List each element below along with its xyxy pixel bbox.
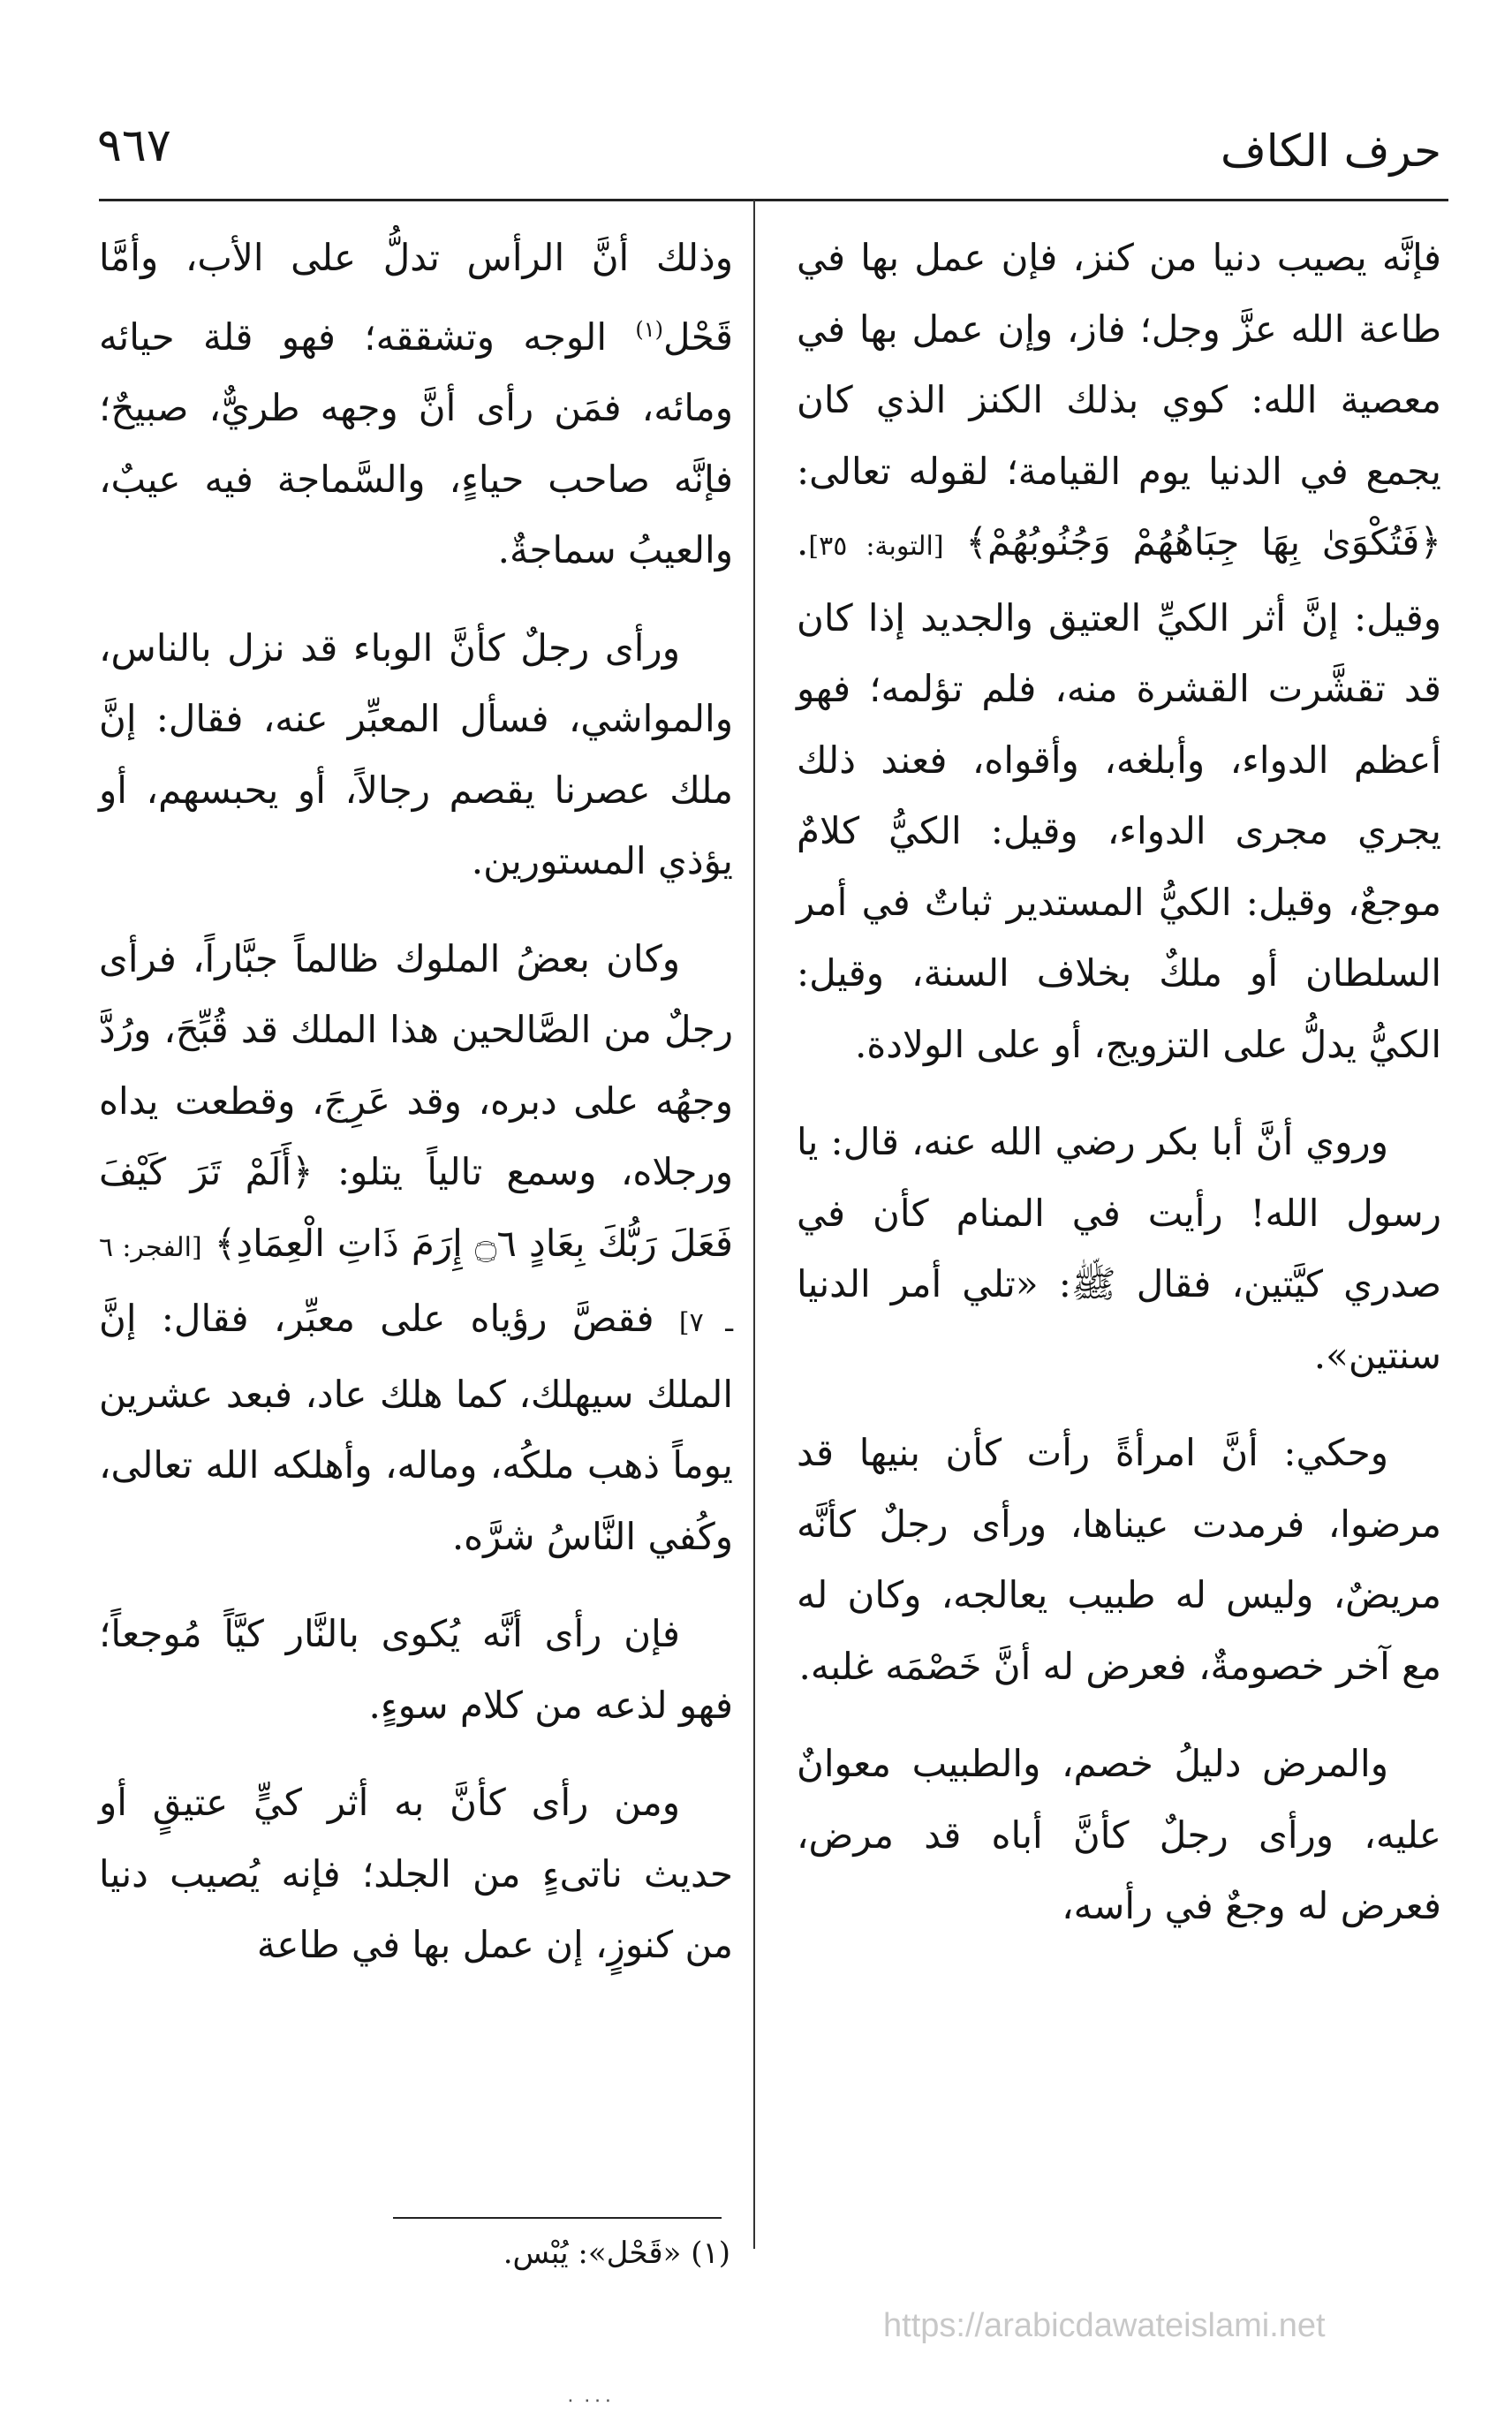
- footnote-marker: (١): [635, 316, 663, 342]
- paragraph-text: وذلك أنَّ الرأس تدلُّ على الأب، وأمَّا قَحْل: [99, 236, 733, 359]
- paragraph: ورأى رجلٌ كأنَّ الوباء قد نزل بالناس، والمواشي، فسأل المعبِّر عنه، فقال: إنَّ ملك عصرنا يقصم رجالاً، أو يحبسهم، أو يؤذي المستورين.: [99, 625, 733, 882]
- quran-reference: [التوبة: ٣٥]: [808, 531, 944, 562]
- paragraph: [99, 223, 733, 586]
- footnote-divider: [393, 2217, 722, 2219]
- paragraph: وحكي: أنَّ امرأةً رأت كأن بنيها قد مرضوا، فرمدت عيناها، ورأى رجلٌ كأنَّه مريضٌ، وليس له طبيب يعالجه، وكان له مع آخر خصومةٌ، فعرض له أنَّ خَصْمَه غلبه.: [797, 1431, 1441, 1688]
- bottom-marks: ٠٠٠ ٠: [565, 2389, 614, 2411]
- quran-reference: [الفجر: ٦ ـ ٧]: [99, 1231, 733, 1338]
- page-number: ٩٦٧: [97, 119, 171, 172]
- header-divider: [99, 199, 1448, 201]
- watermark-url: https://arabicdawateislami.net: [883, 2307, 1326, 2344]
- paragraph: [797, 223, 1441, 1080]
- paragraph: ومن رأى كأنَّ به أثر كيٍّ عتيقٍ أو حديث ناتىءٍ من الجلد؛ فإنه يُصيب دنيا من كنوزٍ، إن عمل بها في طاعة: [99, 1781, 733, 1966]
- paragraph-text: الوجه وتشققه؛ فهو قلة حيائه ومائه، فمَن رأى أنَّ وجهه طريٌّ، صبيحٌ؛ فإنَّه صاحب حياءٍ، والسَّماجة فيه عيبٌ، والعيبُ سماجةٌ.: [99, 314, 733, 571]
- paragraph: فإن رأى أنَّه يُكوى بالنَّار كيَّاً مُوجعاً؛ فهو لذعه من كلام سوءٍ.: [99, 1612, 733, 1727]
- right-column: [797, 223, 1441, 1969]
- paragraph-text: فإنَّه يصيب دنيا من كنز، فإن عمل بها في طاعة الله عزَّ وجل؛ فاز، وإن عمل بها في معصية الله: كوي بذلك الكنز الذي كان يجمع في الدنيا يوم القيامة؛ لقوله تعالى:: [797, 236, 1441, 493]
- paragraph: والمرض دليلُ خصم، والطبيب معوانٌ عليه، ورأى رجلٌ كأنَّ أباه قد مرض، فعرض له وجعٌ في رأسه،: [797, 1742, 1441, 1927]
- paragraph: [99, 924, 733, 1573]
- paragraph-text: وكان بعضُ الملوك ظالماً جبَّاراً، فرأى رجلٌ من الصَّالحين هذا الملك قد قُبِّحَ، ورُدَّ وجهُه على دبره، وقد عَرِجَ، وقطعت يداه ورجلاه، وسمع تالياً يتلو:: [99, 936, 733, 1193]
- paragraph-text: فقصَّ رؤياه على معبِّر، فقال: إنَّ الملك سيهلك، كما هلك عاد، فبعد عشرين يوماً ذهب ملكُه، وماله، وأهلكه الله تعالى، وكُفي النَّاسُ شرَّه.: [99, 1297, 733, 1558]
- paragraph: وروي أنَّ أبا بكر رضي الله عنه، قال: يا رسول الله! رأيت في المنام كأن في صدري كيَّتين، فقال ﷺ: «تلي أمر الدنيا سنتين».: [797, 1120, 1441, 1377]
- left-column: [99, 223, 733, 2008]
- quran-verse: ﴿فَتُكْوَىٰ بِهَا جِبَاهُهُمْ وَجُنُوبُهُمْ﴾: [965, 520, 1441, 564]
- footnote: (١) «قَحْل»: يُبْس.: [503, 2236, 730, 2271]
- quran-verse: ﴿أَلَمْ تَرَ كَيْفَ فَعَلَ رَبُّكَ بِعَادٍ ۝٦ إِرَمَ ذَاتِ الْعِمَادِ﴾: [99, 1150, 733, 1265]
- column-divider: [753, 200, 755, 2249]
- page-header-title: حرف الكاف: [1220, 125, 1441, 177]
- paragraph-text: . وقيل: إنَّ أثر الكيِّ العتيق والجديد إذا كان قد تقشَّرت القشرة منه، فلم تؤلمه؛ فهو أعظم الدواء، وأبلغه، وأقواه، فعند ذلك يجري مجرى الدواء، وقيل: الكيُّ كلامٌ موجعٌ، وقيل: الكيُّ المستدير ثباتٌ في أمر السلطان أو ملكٌ بخلاف السنة، وقيل: الكيُّ يدلُّ على التزويج، أو على الولادة.: [797, 520, 1441, 1066]
